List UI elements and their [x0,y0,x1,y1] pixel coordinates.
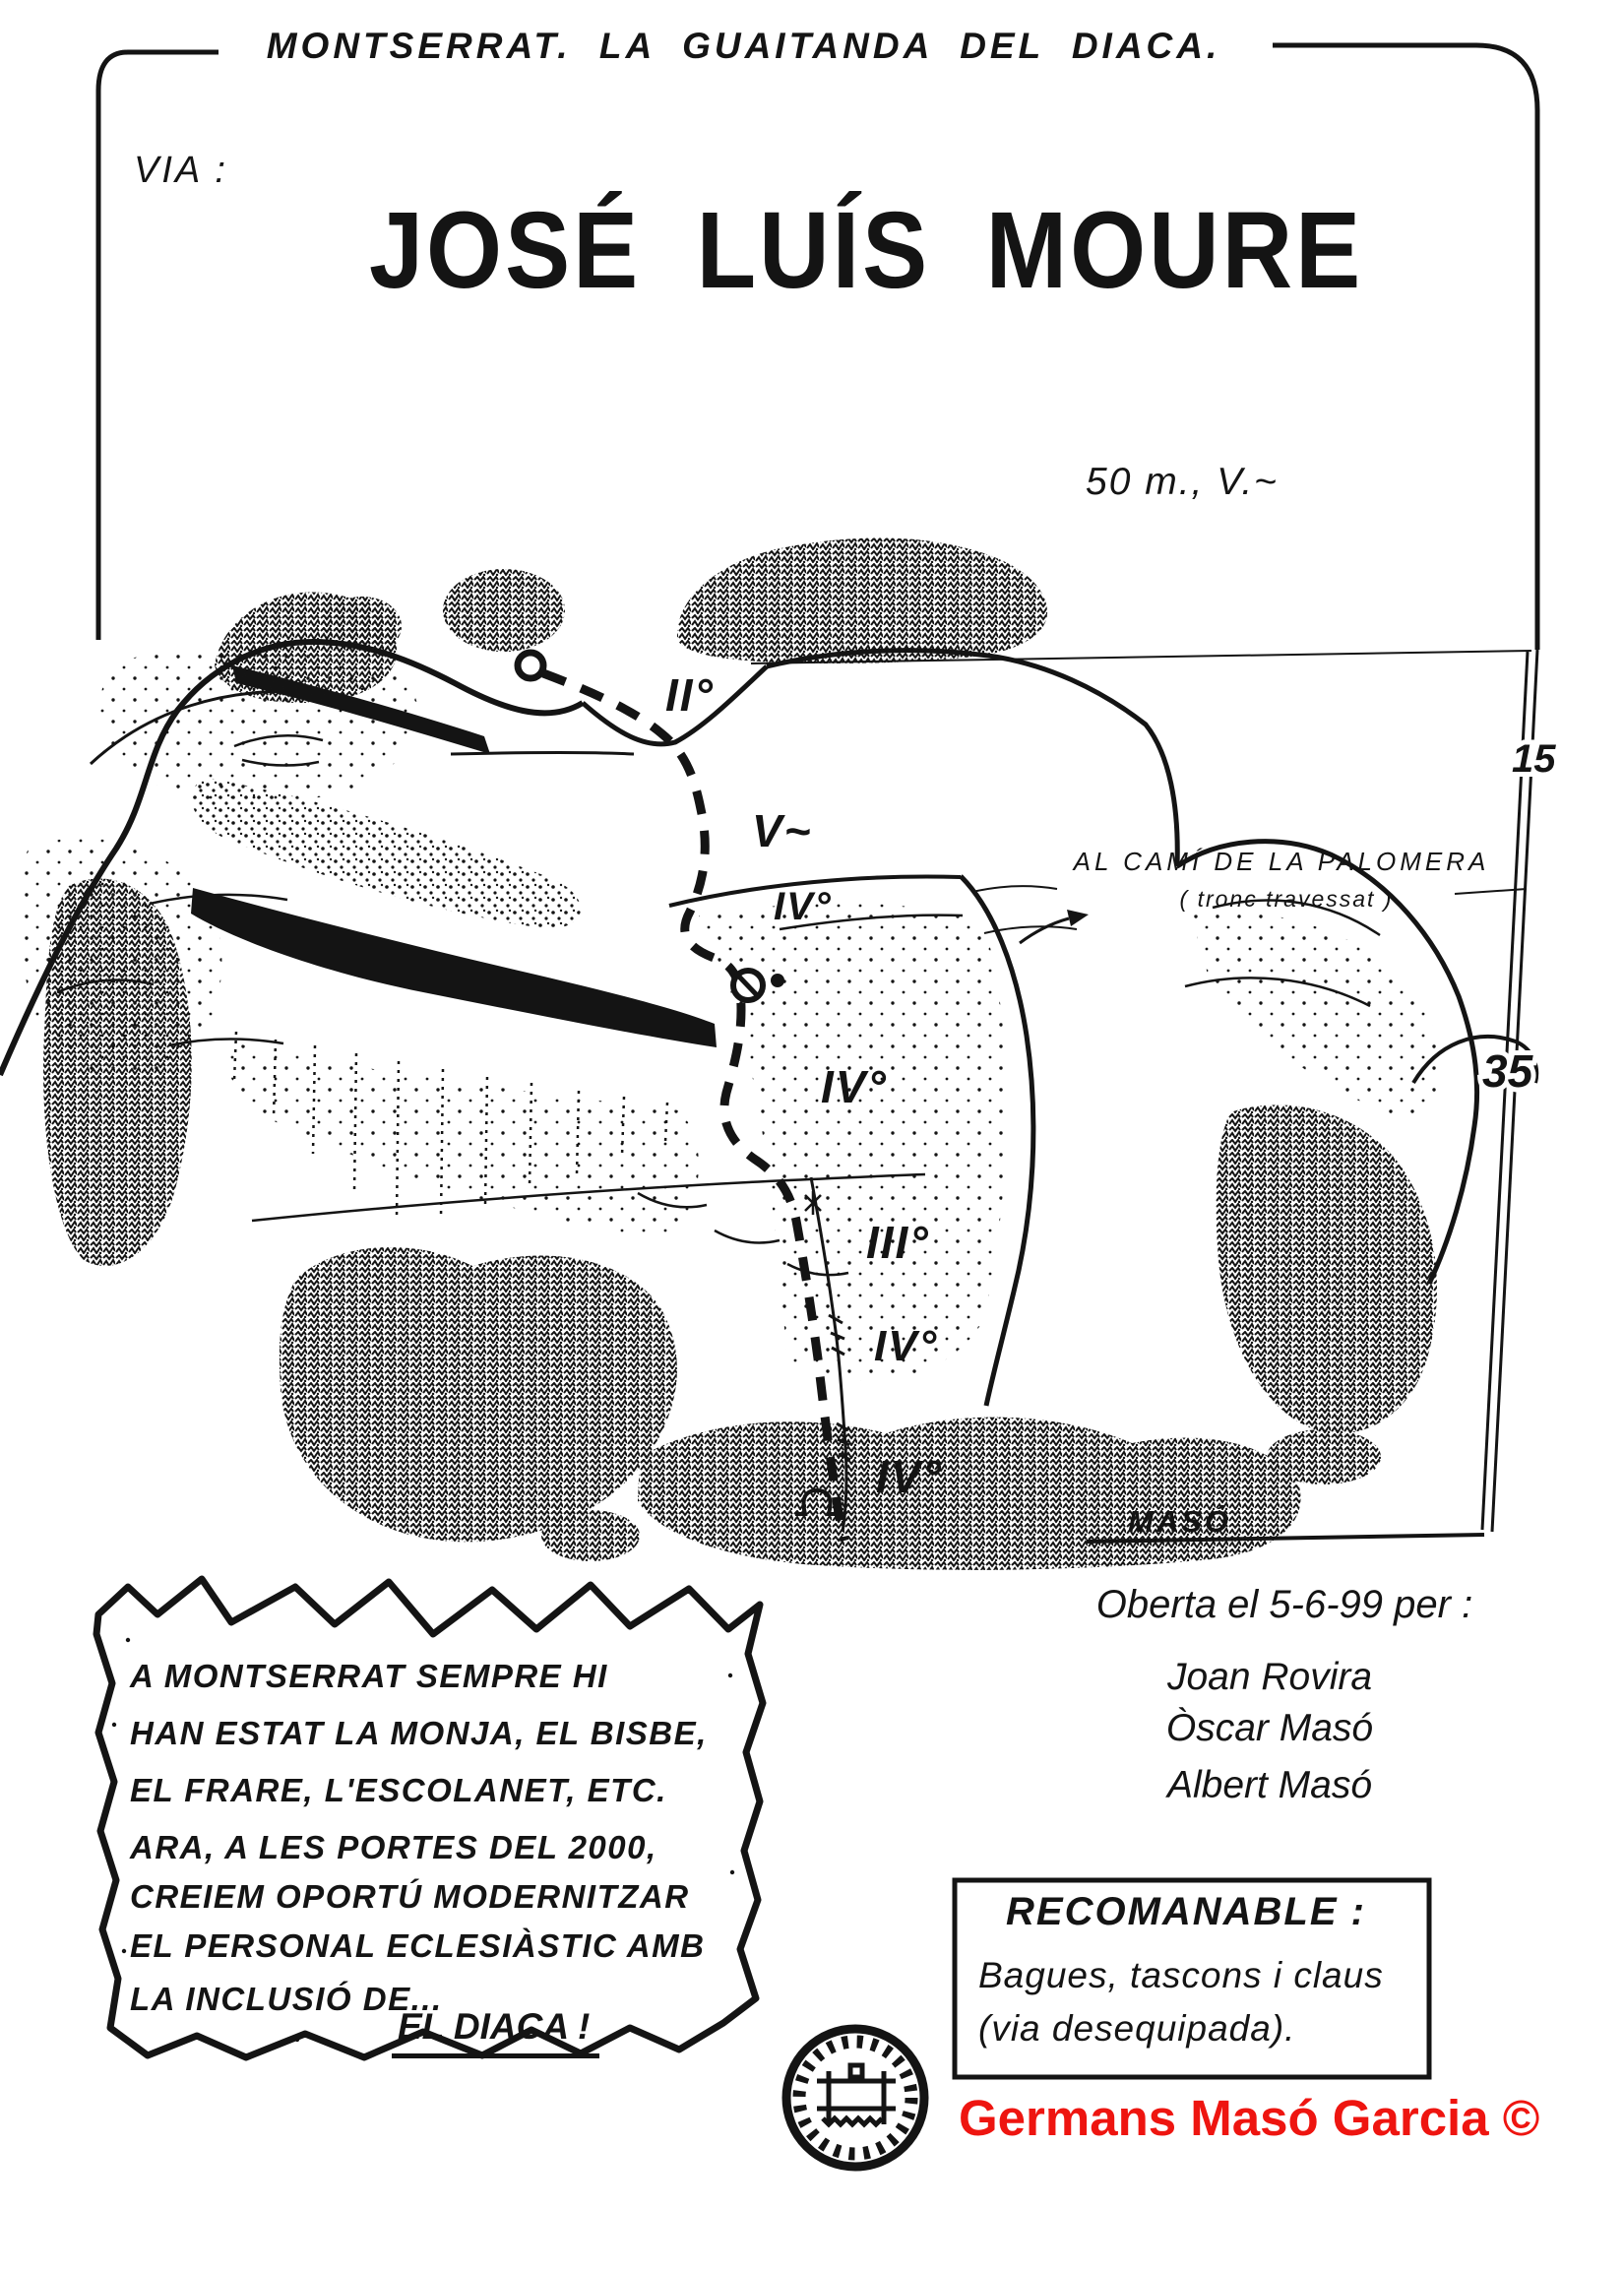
grade-label-6: IV° [874,1322,939,1370]
exit-label-line2: ( tronc travessat ) [1179,886,1394,912]
first-ascent-name-2: Òscar Masó [1165,1707,1374,1749]
note-line-2: HAN ESTAT LA MONJA, EL BISBE, [130,1715,708,1751]
note-line-1: A MONTSERRAT SEMPRE HI [130,1658,608,1694]
note-line-3: EL FRARE, L'ESCOLANET, ETC. [130,1772,667,1808]
note-line-6: EL PERSONAL ECLESIÀSTIC AMB [130,1927,706,1964]
grade-label-5: III° [866,1217,930,1268]
gear-box-line-2: (via desequipada). [978,2008,1296,2049]
gear-box-line-1: Bagues, tascons i claus [978,1955,1384,1995]
via-label: VIA : [134,150,228,191]
grade-label-2: V~ [752,805,813,856]
grade-label-4: IV° [821,1061,888,1112]
scale-mark-15: 15 [1512,737,1556,781]
note-highlight: EL DIACA ! [392,2006,599,2058]
first-ascent-name-3: Albert Masó [1166,1764,1373,1806]
seal-stamp [786,2029,924,2167]
first-ascent-heading: Oberta el 5-6-99 per : [1095,1583,1473,1626]
first-ascent-name-1: Joan Rovira [1166,1656,1373,1698]
note-line-4: ARA, A LES PORTES DEL 2000, [130,1829,657,1865]
exit-label-line1: AL CAMÍ DE LA PALOMERA [1073,847,1490,876]
grade-label-7: IV° [876,1451,943,1502]
copyright-credit: Germans Masó Garcia © [959,2090,1540,2146]
gear-box-heading: RECOMANABLE : [1006,1890,1366,1933]
route-name: JOSÉ LUÍS MOURE [369,188,1364,311]
scale-mark-35: 35 [1482,1045,1533,1097]
artist-signature: MASÓ [1128,1504,1231,1539]
note-line-7: LA INCLUSIÓ DE... [130,1981,443,2017]
grade-label-3: IV° [774,885,833,928]
summit-anchor-ring [518,653,543,678]
route-stats: 50 m., V.~ [1086,461,1279,503]
note-line-5: CREIEM OPORTÚ MODERNITZAR [130,1878,690,1915]
page-title: MONTSERRAT. LA GUAITANDA DEL DIACA. [266,26,1221,66]
grade-label-1: II° [665,669,715,721]
